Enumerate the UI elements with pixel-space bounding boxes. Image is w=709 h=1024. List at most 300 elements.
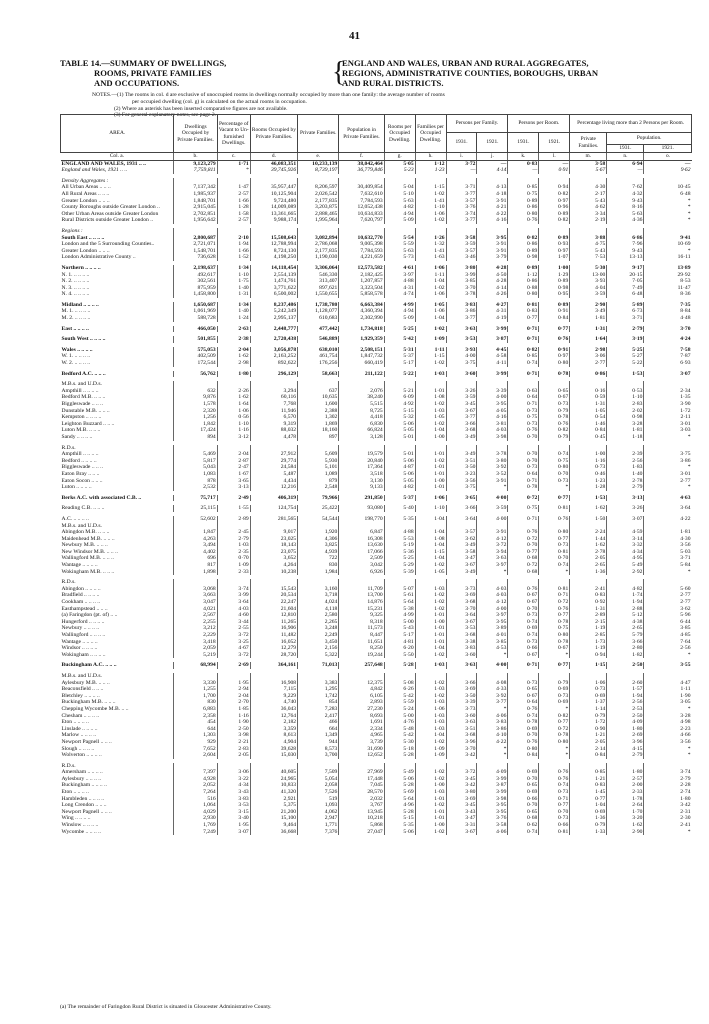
value-cell: 1·41: [415, 248, 446, 255]
value-cell: 0·65: [508, 809, 539, 816]
area-name-cell: Midland .. .. .. ..: [61, 301, 99, 308]
value-cell: 3·01: [644, 471, 692, 478]
value-cell: 4·03: [477, 427, 508, 434]
value-cell: 3·92: [477, 464, 508, 471]
area-name-cell: Amersham .. .. .. ..: [61, 769, 103, 776]
value-cell: 4,264: [250, 562, 297, 569]
value-cell: 54,544: [298, 516, 339, 523]
value-cell: 1·02: [415, 360, 446, 367]
value-cell: 4·01: [477, 632, 508, 639]
value-cell: 10·45: [644, 184, 692, 191]
col-label: e.: [298, 153, 339, 161]
value-cell: [508, 381, 539, 388]
value-cell: 3·78: [446, 291, 477, 298]
value-cell: 5·42: [384, 693, 415, 700]
value-cell: 3,450: [298, 639, 339, 646]
value-cell: 3·66: [607, 639, 644, 646]
value-cell: 0·67: [508, 599, 539, 606]
table-row: [61, 353, 692, 360]
value-cell: 4·27: [477, 302, 508, 309]
value-cell: 3,130: [339, 478, 384, 485]
value-cell: 0·83: [508, 160, 539, 167]
value-cell: 3·07: [217, 829, 250, 836]
value-cell: 894: [174, 434, 217, 441]
value-cell: 0·97: [539, 248, 570, 255]
value-cell: 1·80: [607, 726, 644, 733]
value-cell: 4,263: [174, 536, 217, 543]
value-cell: 3·39: [446, 699, 477, 706]
value-cell: 3·63: [446, 326, 477, 333]
value-cell: *: [539, 706, 570, 713]
value-cell: 0·73: [539, 693, 570, 700]
value-cell: 4·03: [217, 606, 250, 613]
value-cell: 1·31: [570, 606, 607, 613]
value-cell: [384, 228, 415, 235]
header-population: Population in Private Families.: [339, 115, 384, 153]
value-cell: 3·60: [446, 652, 477, 659]
value-cell: 1,093: [298, 802, 339, 809]
value-cell: 0·77: [570, 796, 607, 803]
value-cell: 632: [174, 388, 217, 395]
table-row: [61, 471, 692, 478]
value-cell: 3·34: [570, 211, 607, 218]
value-cell: 1·02: [415, 421, 446, 428]
value-cell: 3·97: [477, 612, 508, 619]
value-cell: 3·77: [446, 315, 477, 322]
value-cell: 13·13: [607, 254, 644, 261]
value-cell: 1·02: [415, 326, 446, 333]
value-cell: 1·40: [217, 308, 250, 315]
table-row: [61, 599, 692, 606]
value-cell: 3·63: [446, 719, 477, 726]
value-cell: 2,702,851: [174, 211, 217, 218]
value-cell: 0·64: [508, 699, 539, 706]
value-cell: 3·07: [607, 516, 644, 523]
value-cell: 0·97: [539, 198, 570, 205]
value-cell: 2·53: [607, 706, 644, 713]
value-cell: 15,231: [339, 606, 384, 613]
table-row: [61, 746, 692, 753]
value-cell: 3·91: [477, 248, 508, 255]
value-cell: 546,330: [298, 272, 339, 279]
area-name-cell: Wantage .. .. .. ..: [61, 638, 98, 645]
value-cell: 2,893: [339, 699, 384, 706]
value-cell: 4·62: [570, 204, 607, 211]
value-cell: 1·45: [570, 789, 607, 796]
value-cell: [339, 673, 384, 680]
value-cell: 2,604: [174, 752, 217, 759]
value-cell: 5·21: [384, 388, 415, 395]
value-cell: 0·73: [539, 542, 570, 549]
value-cell: 2,302,990: [339, 315, 384, 322]
col-label: k.: [508, 153, 539, 161]
value-cell: 2·41: [570, 586, 607, 593]
value-cell: 0·96: [539, 204, 570, 211]
value-cell: 1,650,687: [174, 302, 217, 309]
table-row: [61, 652, 692, 659]
value-cell: 1·04: [415, 315, 446, 322]
value-cell: 3·12: [217, 434, 250, 441]
value-cell: 364,161: [250, 662, 297, 669]
value-cell: 4·63: [644, 495, 692, 502]
value-cell: 0·68: [508, 555, 539, 562]
value-cell: 4·12: [477, 599, 508, 606]
value-cell: [384, 579, 415, 586]
value-cell: 5·06: [384, 458, 415, 465]
value-cell: 1·94: [607, 599, 644, 606]
value-cell: 1·34: [217, 265, 250, 272]
value-cell: 3·74: [446, 211, 477, 218]
value-cell: 5·28: [384, 662, 415, 669]
value-cell: [570, 381, 607, 388]
table-row: [61, 632, 692, 639]
value-cell: 0·72: [539, 599, 570, 606]
value-cell: 1·02: [415, 606, 446, 613]
value-cell: 0·91: [539, 347, 570, 354]
value-cell: 9,876: [174, 394, 217, 401]
table-row: [61, 211, 692, 218]
title-left: [60, 58, 330, 88]
area-name-cell: Ampthill .. .. .. ..: [61, 387, 99, 394]
value-cell: 466: [298, 719, 339, 726]
table-row: [61, 326, 692, 333]
table-row: [61, 272, 692, 279]
value-cell: 7·87: [644, 353, 692, 360]
value-cell: 3·71: [644, 555, 692, 562]
value-cell: 5·35: [384, 822, 415, 829]
value-cell: 7,045: [339, 782, 384, 789]
value-cell: 5·06: [384, 776, 415, 783]
value-cell: [298, 381, 339, 388]
value-cell: 2,265: [298, 619, 339, 626]
value-cell: 1,295: [298, 686, 339, 693]
value-cell: 1·02: [415, 562, 446, 569]
value-cell: 0·76: [539, 421, 570, 428]
value-cell: [477, 445, 508, 452]
value-cell: 7·62: [607, 184, 644, 191]
note-1-cont: per occupied dwelling (col. g) is calculated on the actual rooms in occupation.: [132, 98, 307, 105]
value-cell: 875,959: [174, 285, 217, 292]
area-name-cell: All Urban Areas .. .. ..: [61, 184, 111, 191]
value-cell: 6·94: [607, 160, 644, 167]
value-cell: 3·99: [477, 776, 508, 783]
value-cell: 0·74: [508, 619, 539, 626]
table-body: [61, 153, 692, 836]
value-cell: 0·62: [508, 822, 539, 829]
value-cell: 3,518: [339, 471, 384, 478]
table-row: [61, 388, 692, 395]
area-name-cell: Wales .. .. .. ..: [61, 346, 93, 353]
value-cell: 1·83: [607, 464, 644, 471]
value-cell: 0·77: [539, 662, 570, 669]
value-cell: 519: [298, 796, 339, 803]
value-cell: 0·66: [539, 822, 570, 829]
value-cell: 4·08: [477, 680, 508, 687]
value-cell: 4·67: [217, 645, 250, 652]
value-cell: 66,824: [339, 427, 384, 434]
area-name-cell: R.D.s.: [61, 579, 76, 586]
value-cell: 4·30: [644, 536, 692, 543]
value-cell: [250, 763, 297, 770]
value-cell: 2·30: [644, 815, 692, 822]
value-cell: 0·68: [508, 569, 539, 576]
value-cell: 7,376: [298, 829, 339, 836]
value-cell: 1,920: [298, 529, 339, 536]
table-row: [61, 167, 692, 174]
value-cell: 1·14: [570, 706, 607, 713]
value-cell: 1·04: [415, 732, 446, 739]
value-cell: 2,026,542: [298, 191, 339, 198]
value-cell: 0·71: [508, 326, 539, 333]
header-pct-living: Percentage living more than 2 Persons per Room.: [570, 115, 692, 133]
value-cell: 0·71: [508, 401, 539, 408]
table-row: [61, 542, 692, 549]
value-cell: 944: [298, 739, 339, 746]
value-cell: 4·05: [477, 408, 508, 415]
value-cell: [477, 228, 508, 235]
table-row: [61, 686, 692, 693]
value-cell: 3·60: [446, 371, 477, 378]
value-cell: 2,249: [298, 632, 339, 639]
value-cell: 477,442: [298, 326, 339, 333]
value-cell: 0·94: [570, 652, 607, 659]
value-cell: 4·99: [384, 302, 415, 309]
value-cell: 4·15: [607, 746, 644, 753]
value-cell: 0·75: [508, 505, 539, 512]
value-cell: 3·50: [446, 464, 477, 471]
area-name-cell: Reading C.B. .. .. ..: [61, 505, 105, 512]
value-cell: 4,842: [339, 686, 384, 693]
value-cell: *: [644, 829, 692, 836]
value-cell: 5,322: [298, 652, 339, 659]
title-left-line-3: AND OCCUPATIONS.: [94, 78, 180, 88]
value-cell: 4,118: [298, 606, 339, 613]
value-cell: 3·85: [477, 639, 508, 646]
value-cell: [384, 178, 415, 185]
value-cell: 2·57: [607, 776, 644, 783]
value-cell: 1·01: [415, 809, 446, 816]
value-cell: 4·09: [477, 769, 508, 776]
value-cell: 5·54: [384, 235, 415, 242]
value-cell: 19,244: [339, 652, 384, 659]
value-cell: 1·57: [607, 686, 644, 693]
value-cell: 0·71: [508, 371, 539, 378]
title-right-line-3: AND RURAL DISTRICTS.: [342, 78, 444, 88]
value-cell: 5·01: [384, 434, 415, 441]
value-cell: 0·78: [539, 732, 570, 739]
value-cell: 3·53: [446, 625, 477, 632]
value-cell: 27,230: [339, 706, 384, 713]
value-cell: 3·32: [607, 542, 644, 549]
area-name-cell: Regions :: [61, 227, 83, 234]
value-cell: 1·01: [415, 484, 446, 491]
value-cell: 3·06: [570, 353, 607, 360]
value-cell: 4·88: [384, 278, 415, 285]
table-row: [61, 302, 692, 309]
value-cell: [339, 763, 384, 770]
value-cell: [298, 763, 339, 770]
header-pct-private-families: Private Families.: [570, 133, 607, 153]
value-cell: 1·73: [570, 639, 607, 646]
value-cell: *: [644, 217, 692, 224]
value-cell: 0·64: [508, 471, 539, 478]
table-row: [61, 586, 692, 593]
value-cell: 2·57: [217, 191, 250, 198]
value-cell: 1·70: [607, 809, 644, 816]
value-cell: 1·81: [644, 529, 692, 536]
value-cell: 2·87: [217, 458, 250, 465]
value-cell: 3·06: [217, 769, 250, 776]
value-cell: 18,143: [250, 542, 297, 549]
col-label: f.: [339, 153, 384, 161]
header-pop-1921: 1921.: [644, 145, 692, 153]
value-cell: 30,409,854: [339, 184, 384, 191]
value-cell: 5·84: [644, 562, 692, 569]
value-cell: [217, 763, 250, 770]
value-cell: 2,229: [174, 632, 217, 639]
value-cell: [415, 523, 446, 530]
value-cell: 3,082,894: [298, 235, 339, 242]
value-cell: 4,928: [174, 776, 217, 783]
value-cell: 1,842: [174, 421, 217, 428]
value-cell: 2·56: [644, 645, 692, 652]
value-cell: 5·53: [384, 536, 415, 543]
value-cell: 11·47: [644, 285, 692, 292]
value-cell: 7,249: [174, 829, 217, 836]
value-cell: [607, 228, 644, 235]
value-cell: [446, 763, 477, 770]
value-cell: [446, 381, 477, 388]
value-cell: 0·85: [570, 769, 607, 776]
value-cell: [415, 763, 446, 770]
value-cell: 5·48: [384, 726, 415, 733]
value-cell: 39,628: [250, 746, 297, 753]
value-cell: 5·42: [384, 732, 415, 739]
value-cell: [607, 763, 644, 770]
area-name-cell: Biggleswade .. .. ..: [61, 401, 103, 407]
value-cell: —: [607, 167, 644, 174]
value-cell: 1,898: [174, 569, 217, 576]
value-cell: 0·80: [508, 291, 539, 298]
value-cell: 2·78: [607, 478, 644, 485]
value-cell: 3·89: [477, 625, 508, 632]
value-cell: 1·09: [415, 746, 446, 753]
value-cell: 5,930: [298, 458, 339, 465]
value-cell: 5·40: [384, 505, 415, 512]
table-row: [61, 752, 692, 759]
value-cell: 2,032: [339, 796, 384, 803]
value-cell: 12,652: [339, 752, 384, 759]
area-name-cell: Buckingham M.B. .. .. ..: [61, 699, 116, 706]
value-cell: 0·89: [508, 248, 539, 255]
value-cell: 5·30: [570, 265, 607, 272]
value-cell: 4·82: [607, 586, 644, 593]
area-name-cell: Other Urban Areas outside Greater London: [61, 210, 159, 217]
value-cell: 0·70: [539, 471, 570, 478]
value-cell: 0·86: [570, 371, 607, 378]
value-cell: 60,116: [250, 394, 297, 401]
area-name-cell: Wokingham M.B. .. .. ..: [61, 568, 115, 575]
value-cell: 1·18: [607, 434, 644, 441]
value-cell: 10,218: [339, 815, 384, 822]
value-cell: 4·48: [644, 315, 692, 322]
value-cell: 817: [174, 562, 217, 569]
value-cell: 2·94: [217, 686, 250, 693]
value-cell: 1,303: [174, 732, 217, 739]
value-cell: 2·47: [217, 464, 250, 471]
value-cell: 8,613: [250, 732, 297, 739]
value-cell: 461,754: [298, 353, 339, 360]
area-name-cell: R.D.s.: [61, 762, 76, 769]
value-cell: 7,115: [250, 686, 297, 693]
value-cell: 4·12: [477, 536, 508, 543]
table-row: [61, 619, 692, 626]
area-name-cell: ENGLAND AND WALES, 1931 .. ..: [61, 160, 146, 167]
value-cell: 2·56: [607, 699, 644, 706]
value-cell: 1·78: [607, 796, 644, 803]
value-cell: 660,419: [339, 360, 384, 367]
value-cell: 71,013: [298, 662, 339, 669]
value-cell: [250, 228, 297, 235]
area-name-cell: Maidenhead M.B. .. .. ..: [61, 535, 115, 542]
value-cell: 0·69: [508, 625, 539, 632]
value-cell: 1·71: [217, 160, 250, 167]
value-cell: 0·69: [539, 699, 570, 706]
value-cell: 10,635: [298, 394, 339, 401]
value-cell: 5,858,578: [339, 291, 384, 298]
value-cell: 3·96: [607, 739, 644, 746]
col-label: o.: [644, 153, 692, 161]
table-row: [61, 336, 692, 343]
value-cell: 5·38: [384, 606, 415, 613]
value-cell: 0·72: [508, 536, 539, 543]
value-cell: 3·68: [446, 427, 477, 434]
col-label: n.: [607, 153, 644, 161]
value-cell: 0·79: [539, 680, 570, 687]
value-cell: 4·16: [477, 217, 508, 224]
table-row: [61, 529, 692, 536]
value-cell: 3·63: [477, 555, 508, 562]
value-cell: 5·01: [384, 451, 415, 458]
value-cell: *: [477, 484, 508, 491]
value-cell: 2·98: [570, 347, 607, 354]
value-cell: 0·85: [508, 353, 539, 360]
value-cell: 2·05: [570, 555, 607, 562]
value-cell: 5·22: [384, 371, 415, 378]
value-cell: 8·53: [644, 278, 692, 285]
value-cell: 2·23: [644, 726, 692, 733]
value-cell: 0·73: [539, 815, 570, 822]
value-cell: 0·82: [508, 347, 539, 354]
area-name-cell: Hambleden .. .. .. ..: [61, 795, 105, 802]
value-cell: 6,926: [339, 569, 384, 576]
value-cell: 7,509: [298, 769, 339, 776]
value-cell: 1·06: [415, 495, 446, 502]
table-row: [61, 198, 692, 205]
value-cell: 16,308: [339, 536, 384, 543]
value-cell: 4·81: [384, 639, 415, 646]
value-cell: 1,061,969: [174, 308, 217, 315]
value-cell: 1,847: [174, 529, 217, 536]
value-cell: 3·74: [644, 769, 692, 776]
column-letters-row: [61, 153, 692, 161]
value-cell: [446, 445, 477, 452]
value-cell: 2·50: [607, 662, 644, 669]
value-cell: 1·02: [415, 217, 446, 224]
value-cell: 3·88: [570, 235, 607, 242]
value-cell: 1·36: [570, 815, 607, 822]
value-cell: 1·19: [570, 625, 607, 632]
